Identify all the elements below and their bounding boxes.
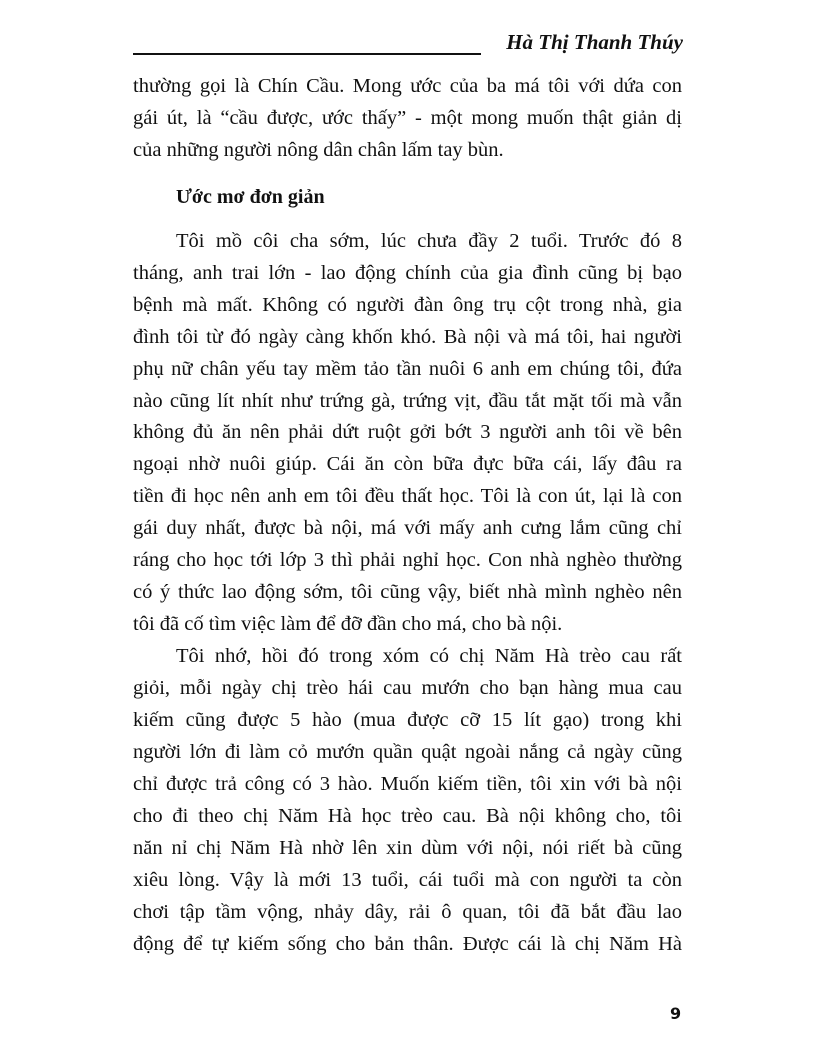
text-line: Tôi nhớ, hồi đó trong xóm có chị Năm Hà trèo cau rất <box>176 645 682 667</box>
running-header-author: Hà Thị Thanh Thúy <box>506 30 683 54</box>
section-heading: Ước mơ đơn giản <box>176 186 325 208</box>
text-line: gái út, là “cầu được, ước thấy” - một mong muốn thật giản dị <box>133 107 682 129</box>
text-line: của những người nông dân chân lấm tay bùn. <box>133 139 504 161</box>
header-rule <box>133 53 481 55</box>
text-line: kiếm cũng được 5 hào (mua được cỡ 15 lít gạo) trong khi <box>133 709 682 731</box>
text-line: giỏi, mỗi ngày chị trèo hái cau mướn cho bạn hàng mua cau <box>133 677 682 699</box>
text-line: động để tự kiếm sống cho bản thân. Được cái là chị Năm Hà <box>133 933 682 955</box>
text-line: phụ nữ chân yếu tay mềm tảo tần nuôi 6 anh em chúng tôi, đứa <box>133 357 682 380</box>
text-line: ráng cho học tới lớp 3 thì phải nghỉ học. Con nhà nghèo thường <box>133 549 682 571</box>
text-line: ngoại nhờ nuôi giúp. Cái ăn còn bữa đực bữa cái, lấy đâu ra <box>133 453 682 476</box>
text-line: người lớn đi làm cỏ mướn quần quật ngoài nắng cả ngày cũng <box>133 741 682 763</box>
text-line: cho đi theo chị Năm Hà học trèo cau. Bà nội không cho, tôi <box>133 805 682 827</box>
text-line: có ý thức lao động sớm, tôi cũng vậy, biết nhà mình nghèo nên <box>133 580 682 603</box>
text-line: tiền đi học nên anh em tôi đều thất học. Tôi là con út, lại là con <box>133 485 682 508</box>
text-line: gái duy nhất, được bà nội, má với mấy anh cưng lắm cũng chỉ <box>133 517 682 540</box>
text-line: xiêu lòng. Vậy là mới 13 tuổi, cái tuổi mà con người ta còn <box>133 869 682 891</box>
text-line: bệnh mà mất. Không có người đàn ông trụ cột trong nhà, gia <box>133 293 682 316</box>
text-line: chơi tập tầm vộng, nhảy dây, rải ô quan, tôi đã bắt đầu lao <box>133 901 682 923</box>
page-number: 9 <box>670 1004 682 1023</box>
text-line: Tôi mồ côi cha sớm, lúc chưa đầy 2 tuổi. Trước đó 8 <box>176 230 682 252</box>
text-line: đình tôi từ đó ngày càng khốn khó. Bà nội và má tôi, hai người <box>133 325 682 348</box>
text-line: không đủ ăn nên phải dứt ruột gởi bớt 3 người anh tôi về bên <box>133 421 682 444</box>
text-line: tháng, anh trai lớn - lao động chính của gia đình cũng bị bạo <box>133 261 682 284</box>
text-line: nào cũng lít nhít như trứng gà, trứng vịt, đầu tắt mặt tối mà vẫn <box>133 389 682 412</box>
text-line: thường gọi là Chín Cầu. Mong ước của ba má tôi với dứa con <box>133 75 682 97</box>
text-line: tôi đã cố tìm việc làm để đỡ đần cho má, cho bà nội. <box>133 612 563 635</box>
text-line: chỉ được trả công có 3 hào. Muốn kiếm tiền, tôi xin với bà nội <box>133 773 682 795</box>
text-line: năn nỉ chị Năm Hà nhờ lên xin dùm với nội, nói riết bà cũng <box>133 837 682 859</box>
